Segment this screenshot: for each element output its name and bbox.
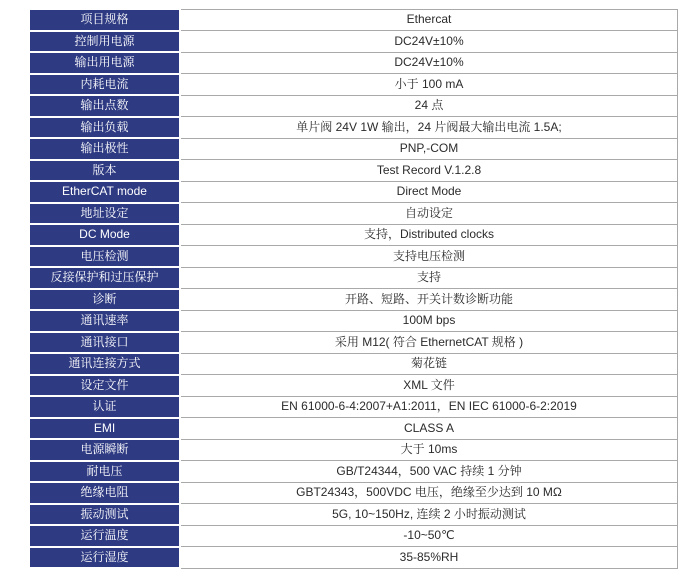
spec-label: 输出用电源 <box>29 52 180 74</box>
spec-table-body <box>29 9 678 568</box>
spec-row <box>29 74 678 96</box>
spec-value: GB/T24344，500 VAC 持续 1 分钟 <box>180 461 678 483</box>
spec-label: DC Mode <box>29 224 180 246</box>
spec-row <box>29 461 678 483</box>
spec-label: 绝缘电阻 <box>29 482 180 504</box>
spec-row <box>29 418 678 440</box>
spec-value: 100M bps <box>180 310 678 332</box>
spec-value: Ethercat <box>180 9 678 31</box>
spec-row <box>29 310 678 332</box>
spec-value: 35-85%RH <box>180 547 678 569</box>
spec-label: 输出极性 <box>29 138 180 160</box>
spec-label: 项目规格 <box>29 9 180 31</box>
spec-value: 支持电压检测 <box>180 246 678 268</box>
spec-row <box>29 9 678 31</box>
spec-label: 地址设定 <box>29 203 180 225</box>
spec-label: EtherCAT mode <box>29 181 180 203</box>
spec-row <box>29 332 678 354</box>
spec-label: 设定文件 <box>29 375 180 397</box>
spec-row <box>29 224 678 246</box>
spec-value: 24 点 <box>180 95 678 117</box>
spec-value: -10~50℃ <box>180 525 678 547</box>
spec-value: DC24V±10% <box>180 31 678 53</box>
spec-label: 反接保护和过压保护 <box>29 267 180 289</box>
spec-label: 电压检测 <box>29 246 180 268</box>
spec-row <box>29 504 678 526</box>
spec-row <box>29 353 678 375</box>
spec-label: 版本 <box>29 160 180 182</box>
spec-row <box>29 396 678 418</box>
spec-value: Direct Mode <box>180 181 678 203</box>
spec-label: 通讯连接方式 <box>29 353 180 375</box>
spec-value: 菊花链 <box>180 353 678 375</box>
spec-sheet <box>28 8 678 569</box>
spec-value: PNP,-COM <box>180 138 678 160</box>
spec-label: 输出点数 <box>29 95 180 117</box>
spec-row <box>29 267 678 289</box>
spec-label: 振动测试 <box>29 504 180 526</box>
spec-label: 通讯速率 <box>29 310 180 332</box>
spec-label: 内耗电流 <box>29 74 180 96</box>
spec-row <box>29 547 678 569</box>
spec-row <box>29 289 678 311</box>
spec-value: 单片阀 24V 1W 输出，24 片阀最大输出电流 1.5A; <box>180 117 678 139</box>
spec-value: EN 61000-6-4:2007+A1:2011，EN IEC 61000-6-2:2019 <box>180 396 678 418</box>
spec-value: 小于 100 mA <box>180 74 678 96</box>
spec-row <box>29 246 678 268</box>
spec-row <box>29 52 678 74</box>
spec-label: 电源瞬断 <box>29 439 180 461</box>
spec-label: 运行温度 <box>29 525 180 547</box>
spec-label: 耐电压 <box>29 461 180 483</box>
spec-value: DC24V±10% <box>180 52 678 74</box>
spec-row <box>29 95 678 117</box>
spec-value: 支持 <box>180 267 678 289</box>
spec-value: Test Record V.1.2.8 <box>180 160 678 182</box>
spec-table <box>28 8 678 569</box>
spec-row <box>29 160 678 182</box>
spec-label: EMI <box>29 418 180 440</box>
spec-label: 输出负载 <box>29 117 180 139</box>
spec-row <box>29 31 678 53</box>
spec-row <box>29 181 678 203</box>
spec-value: 采用 M12( 符合 EthernetCAT 规格 ) <box>180 332 678 354</box>
spec-row <box>29 525 678 547</box>
spec-label: 诊断 <box>29 289 180 311</box>
spec-value: 5G, 10~150Hz, 连续 2 小时振动测试 <box>180 504 678 526</box>
spec-row <box>29 138 678 160</box>
spec-row <box>29 439 678 461</box>
spec-value: 支持，Distributed clocks <box>180 224 678 246</box>
spec-label: 控制用电源 <box>29 31 180 53</box>
spec-label: 认证 <box>29 396 180 418</box>
spec-row <box>29 482 678 504</box>
spec-row <box>29 117 678 139</box>
spec-row <box>29 203 678 225</box>
spec-value: 自动设定 <box>180 203 678 225</box>
spec-value: GBT24343，500VDC 电压，绝缘至少达到 10 MΩ <box>180 482 678 504</box>
spec-value: XML 文件 <box>180 375 678 397</box>
spec-value: 开路、短路、开关计数诊断功能 <box>180 289 678 311</box>
spec-value: CLASS A <box>180 418 678 440</box>
spec-value: 大于 10ms <box>180 439 678 461</box>
spec-label: 通讯接口 <box>29 332 180 354</box>
spec-label: 运行湿度 <box>29 547 180 569</box>
spec-row <box>29 375 678 397</box>
